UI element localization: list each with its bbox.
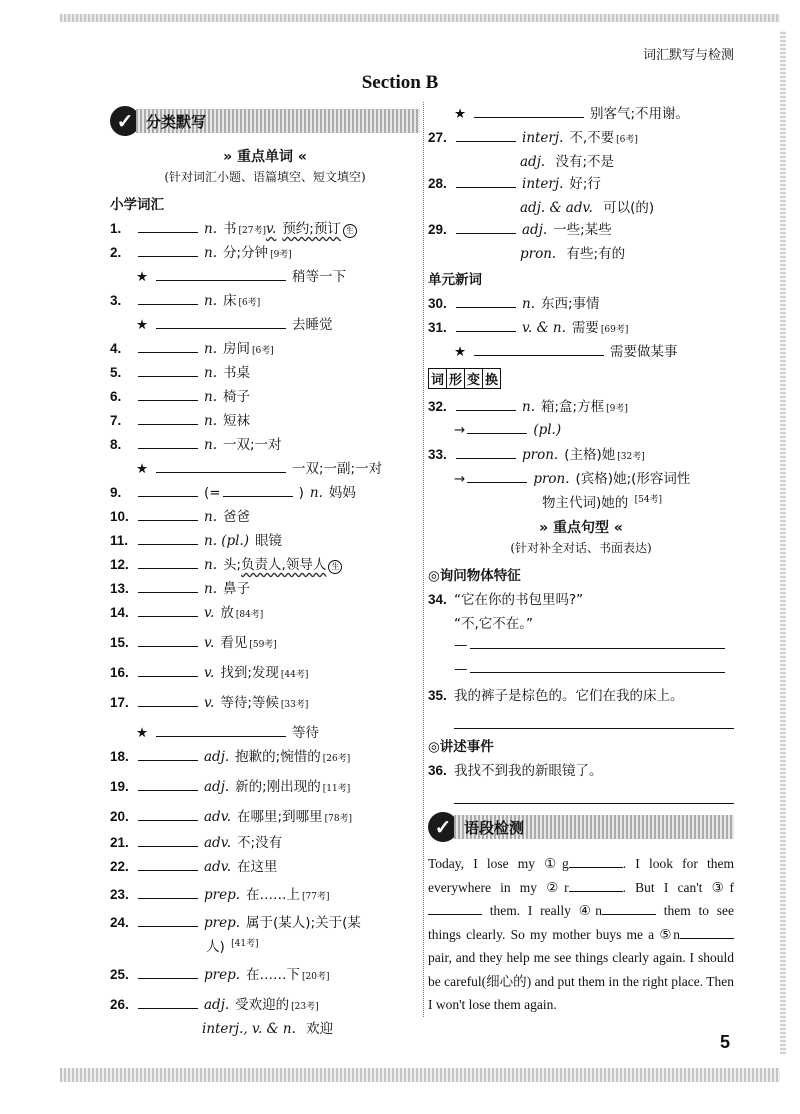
item-33-line3: 物主代词)她的 [54考] xyxy=(542,494,663,511)
item-27: 27. interj. 不,不要 [6考] xyxy=(428,126,734,148)
item-13: 13. n. 鼻子 xyxy=(110,577,420,599)
star-icon: ★ xyxy=(136,269,149,285)
answer-blank[interactable] xyxy=(138,410,198,425)
answer-blank[interactable] xyxy=(138,338,198,353)
answer-blank[interactable] xyxy=(138,994,198,1009)
item-27-line2: adj. 没有;不是 xyxy=(520,154,615,170)
answer-blank[interactable] xyxy=(138,362,198,377)
answer-blank[interactable] xyxy=(602,901,656,915)
item-36: 36. 我找不到我的新眼镜了。 xyxy=(428,763,603,779)
answer-blank[interactable] xyxy=(138,506,198,521)
new-word-mark: 生 xyxy=(328,560,342,574)
banner-passage-check xyxy=(428,810,734,844)
answer-blank[interactable] xyxy=(467,419,527,434)
answer-blank[interactable] xyxy=(467,468,527,483)
star-icon: ★ xyxy=(136,725,149,741)
item-3-phrase: ★ 去睡觉 xyxy=(110,313,420,335)
answer-blank[interactable] xyxy=(138,632,198,647)
answer-blank[interactable] xyxy=(456,173,516,188)
answer-blank[interactable] xyxy=(138,746,198,761)
item-29-line2: pron. 有些;有的 xyxy=(520,246,626,262)
answer-blank[interactable] xyxy=(223,482,293,497)
item-9: 9. (= ) n. 妈妈 xyxy=(110,481,420,503)
item-30: 30. n. 东西;事情 xyxy=(428,292,734,314)
key-words-heading: » 重点单词 « xyxy=(223,149,307,165)
item-8: 8. n. 一双;一对 xyxy=(110,433,420,455)
item-1: 1. n. 书 [27考] v. 预约;预订 生 xyxy=(110,217,420,239)
item-31-phrase: ★ 需要做某事 xyxy=(428,340,734,362)
item-33-object: → pron. (宾格)她;(形容词性 xyxy=(428,467,734,489)
answer-blank[interactable] xyxy=(138,578,198,593)
item-20: 20. adv. 在哪里;到哪里 [78考] xyxy=(110,805,420,829)
answer-blank[interactable] xyxy=(569,854,623,868)
topic-describe-object: ◎询问物体特征 xyxy=(428,568,521,584)
answer-blank[interactable] xyxy=(156,722,286,737)
answer-blank[interactable] xyxy=(156,314,286,329)
topic-narrate-event: ◎讲述事件 xyxy=(428,739,494,755)
answer-blank[interactable] xyxy=(138,554,198,569)
banner-title: 语段检测 xyxy=(454,815,734,839)
answer-blank[interactable] xyxy=(454,710,734,729)
item-24-cont: 人) [41考] xyxy=(206,938,259,955)
item-16: 16. v. 找到;发现 [44考] xyxy=(110,661,420,689)
answer-blank[interactable] xyxy=(138,530,198,545)
item-2-phrase: ★ 稍等一下 xyxy=(110,265,420,287)
item-28: 28. interj. 好;行 xyxy=(428,172,734,194)
item-23: 23. prep. 在……上 [77考] xyxy=(110,883,420,909)
item-34-reply: “不,它不在。” xyxy=(454,616,534,632)
answer-blank[interactable] xyxy=(456,444,516,459)
item-6: 6. n. 椅子 xyxy=(110,385,420,407)
item-14: 14. v. 放 [84考] xyxy=(110,601,420,629)
answer-blank[interactable] xyxy=(138,602,198,617)
key-sentences-note: (针对补全对话、书面表达) xyxy=(510,541,652,555)
answer-blank[interactable] xyxy=(456,219,516,234)
star-icon: ★ xyxy=(454,106,467,122)
answer-blank[interactable] xyxy=(569,878,623,892)
answer-blank[interactable] xyxy=(138,912,198,927)
item-4: 4. n. 房间 [6考] xyxy=(110,337,420,359)
key-sentences-heading: » 重点句型 « xyxy=(539,520,623,536)
answer-blank[interactable] xyxy=(138,434,198,449)
item-34-answer-1: — xyxy=(428,634,734,656)
answer-blank[interactable] xyxy=(138,832,198,847)
star-icon: ★ xyxy=(136,461,149,477)
answer-blank[interactable] xyxy=(428,901,482,915)
answer-blank[interactable] xyxy=(138,692,198,707)
answer-blank[interactable] xyxy=(138,884,198,899)
check-icon: ✓ xyxy=(428,812,458,842)
column-divider xyxy=(423,102,424,1017)
page-edge-bottom xyxy=(60,1068,780,1082)
answer-blank[interactable] xyxy=(680,925,734,939)
answer-blank[interactable] xyxy=(138,242,198,257)
running-title: 词汇默写与检测 xyxy=(642,48,734,63)
answer-blank[interactable] xyxy=(474,103,584,118)
item-34: 34. “它在你的书包里吗?” xyxy=(428,592,584,608)
arrow-icon: → xyxy=(454,422,466,438)
item-2: 2. n. 分;分钟 [9考] xyxy=(110,241,420,263)
answer-blank[interactable] xyxy=(156,458,286,473)
answer-blank[interactable] xyxy=(454,785,734,804)
answer-blank[interactable] xyxy=(138,806,198,821)
answer-blank[interactable] xyxy=(456,293,516,308)
item-21: 21. adv. 不;没有 xyxy=(110,831,420,853)
item-32: 32. n. 箱;盒;方框 [9考] xyxy=(428,395,734,417)
item-18: 18. adj. 抱歉的;惋惜的 [26考] xyxy=(110,745,420,773)
item-19: 19. adj. 新的;刚出现的 [11考] xyxy=(110,775,420,803)
answer-blank[interactable] xyxy=(474,341,604,356)
banner-title: 分类默写 xyxy=(136,109,420,133)
page-edge-top xyxy=(60,14,780,22)
answer-blank[interactable] xyxy=(456,127,516,142)
new-word-mark: 生 xyxy=(343,224,357,238)
star-icon: ★ xyxy=(454,344,467,360)
right-column xyxy=(428,100,734,1017)
category-primary: 小学词汇 xyxy=(110,197,164,213)
answer-blank[interactable] xyxy=(138,218,198,233)
item-34-answer-2: — xyxy=(428,658,734,680)
answer-blank[interactable] xyxy=(456,317,516,332)
item-26: 26. adj. 受欢迎的 [23考] xyxy=(110,993,420,1015)
answer-blank[interactable] xyxy=(138,482,198,497)
item-25: 25. prep. 在……下 [20考] xyxy=(110,963,420,991)
item-31: 31. v. & n. 需要 [69考] xyxy=(428,316,734,338)
item-22: 22. adv. 在这里 xyxy=(110,855,420,881)
item-24: 24. prep. 属于(某人);关于(某 xyxy=(110,911,420,933)
item-17: 17. v. 等待;等候 [33考] xyxy=(110,691,420,719)
answer-blank[interactable] xyxy=(470,634,725,649)
item-33: 33. pron. (主格)她 [32考] xyxy=(428,443,734,465)
item-28-line2: adj. & adv. 可以(的) xyxy=(520,200,655,216)
category-unit-words: 单元新词 xyxy=(428,272,482,288)
item-7: 7. n. 短袜 xyxy=(110,409,420,431)
answer-blank[interactable] xyxy=(138,776,198,791)
item-8-phrase: ★ 一双;一副;一对 xyxy=(110,457,420,479)
passage: Today, I lose my ①g . I look for them everywhere in my ②r . But I can't ③f them. I really ④n them to see things clearly. So my mother buys me a ⑤n pair, and they help me see things clearly again. I should be careful(细心的) and put them in the right place. Then I won't lose them again. xyxy=(428,856,735,1012)
answer-blank[interactable] xyxy=(138,386,198,401)
item-32-plural: → (pl.) xyxy=(428,419,734,441)
word-form-label: 词 形 变 换 xyxy=(428,368,734,389)
answer-blank[interactable] xyxy=(470,658,725,673)
answer-blank[interactable] xyxy=(138,856,198,871)
key-words-note: (针对词汇小题、语篇填空、短文填空) xyxy=(164,170,366,184)
item-17-phrase: ★ 等待 xyxy=(110,721,420,743)
item-35: 35. 我的裤子是棕色的。它们在我的床上。 xyxy=(428,688,684,704)
item-26-line2: interj., v. & n. 欢迎 xyxy=(202,1021,334,1037)
item-11: 11. n. (pl.) 眼镜 xyxy=(110,529,420,551)
item-29: 29. adj. 一些;某些 xyxy=(428,218,734,240)
item-3: 3. n. 床 [6考] xyxy=(110,289,420,311)
arrow-icon: → xyxy=(454,471,466,487)
item-12: 12. n. 头; 负责人,领导人 生 xyxy=(110,553,420,575)
item-15: 15. v. 看见 [59考] xyxy=(110,631,420,659)
answer-blank[interactable] xyxy=(456,396,516,411)
banner-classified-dictation xyxy=(110,104,420,138)
page-edge-right xyxy=(780,30,786,1054)
item-10: 10. n. 爸爸 xyxy=(110,505,420,527)
answer-blank[interactable] xyxy=(156,266,286,281)
page-number: 5 xyxy=(719,1032,730,1052)
item-26-phrase: ★ 别客气;不用谢。 xyxy=(428,102,734,124)
check-icon: ✓ xyxy=(110,106,140,136)
item-5: 5. n. 书桌 xyxy=(110,361,420,383)
section-title: Section B xyxy=(361,72,439,93)
left-column xyxy=(110,100,420,1039)
answer-blank[interactable] xyxy=(138,662,198,677)
answer-blank[interactable] xyxy=(138,290,198,305)
answer-blank[interactable] xyxy=(138,964,198,979)
star-icon: ★ xyxy=(136,317,149,333)
